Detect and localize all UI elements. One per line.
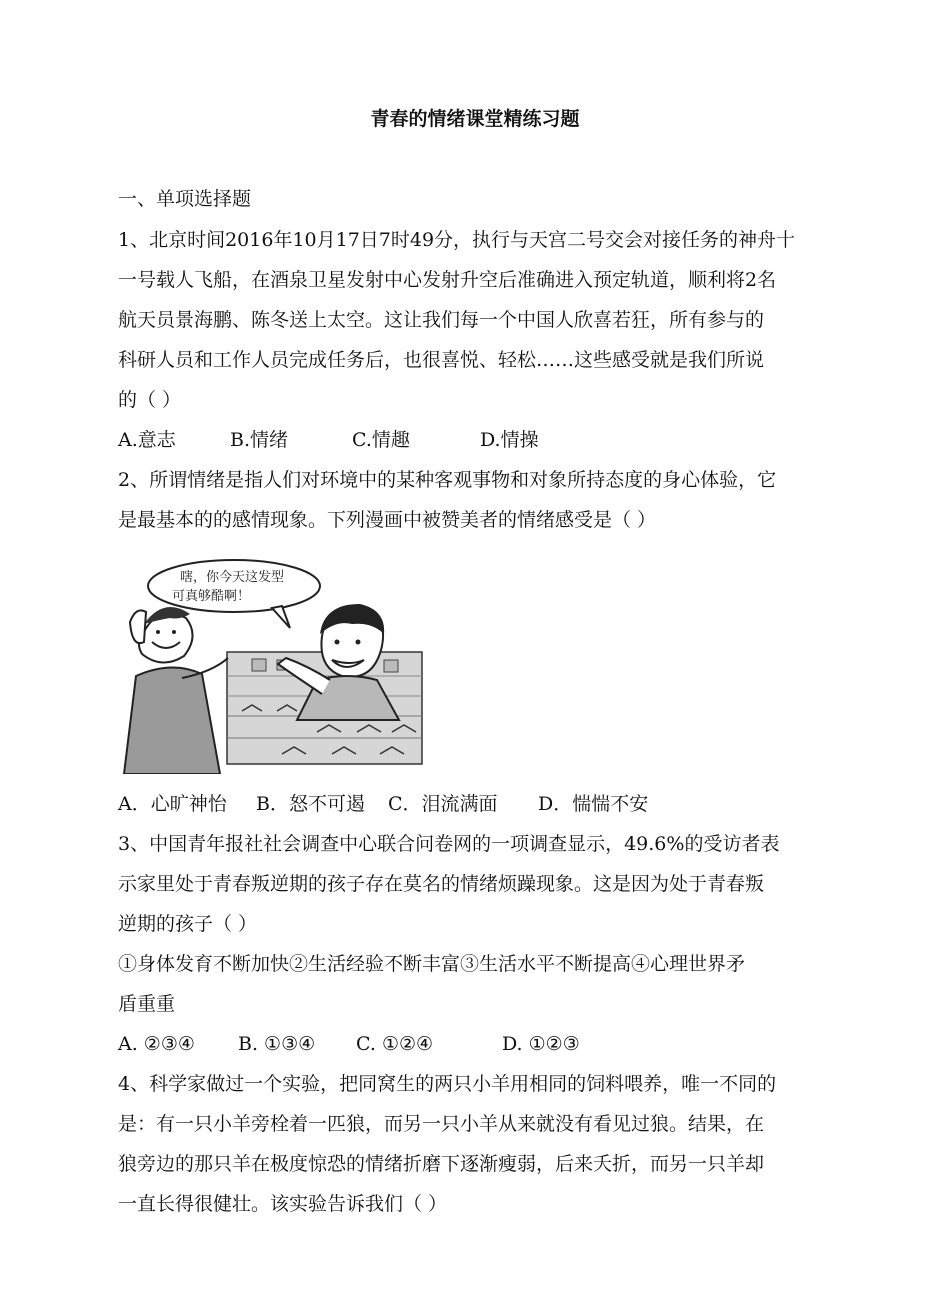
q1-option-a: A.意志: [118, 429, 176, 451]
q3-option-b: B. ①③④: [238, 1033, 316, 1055]
q1-options: [118, 426, 838, 454]
q3-options: [118, 1030, 838, 1058]
q3-option-c: C. ①②④: [356, 1033, 434, 1055]
q2-option-b: B．怒不可遏: [256, 793, 365, 815]
document-title: 青春的情绪课堂精练习题: [370, 108, 580, 130]
q3-option-a: A. ②③④: [118, 1033, 195, 1055]
q2-option-c: C．泪流满面: [388, 793, 498, 815]
q2-options: [118, 790, 838, 818]
q1-line: 科研人员和工作人员完成任务后，也很喜悦、轻松……这些感受就是我们所说: [118, 349, 765, 371]
q1-option-b: B.情绪: [230, 429, 289, 451]
q1-line: 1、北京时间2016年10月17日7时49分，执行与天宫二号交会对接任务的神舟十: [118, 229, 796, 251]
section-heading: 一、单项选择题: [118, 188, 252, 210]
q2-line: 2、所谓情绪是指人们对环境中的某种客观事物和对象所持态度的身心体验，它: [118, 469, 777, 491]
q1-line: 的（ ）: [118, 389, 182, 411]
q2-option-d: D．惴惴不安: [538, 793, 649, 815]
q3-line: 示家里处于青春叛逆期的孩子存在莫名的情绪烦躁现象。这是因为处于青春叛: [118, 873, 765, 895]
bubble-text-line: 可真够酷啊！: [172, 589, 251, 604]
q1-line: 一号载人飞船，在酒泉卫星发射中心发射升空后准确进入预定轨道，顺利将2名: [118, 269, 777, 291]
q3-option-d: D. ①②③: [502, 1033, 580, 1055]
q4-line: 4、科学家做过一个实验，把同窝生的两只小羊用相同的饲料喂养，唯一不同的: [118, 1073, 777, 1095]
q4-line: 狼旁边的那只羊在极度惊恐的情绪折磨下逐渐瘦弱，后来夭折，而另一只羊却: [118, 1153, 765, 1175]
q1-option-c: C.情趣: [352, 429, 410, 451]
q3-line: 盾重重: [118, 993, 176, 1015]
q3-line: 逆期的孩子（ ）: [118, 913, 258, 935]
bubble-text-line: 嗐，你今天这发型: [180, 570, 285, 585]
q4-line: 一直长得很健壮。该实验告诉我们（ ）: [118, 1193, 448, 1215]
q4-line: 是：有一只小羊旁栓着一匹狼，而另一只小羊从来就没有看见过狼。结果，在: [118, 1113, 765, 1135]
q1-line: 航天员景海鹏、陈冬送上太空。这让我们每一个中国人欣喜若狂，所有参与的: [118, 309, 765, 331]
q1-option-d: D.情操: [480, 429, 539, 451]
cartoon-illustration: [122, 556, 428, 774]
speech-bubble: [148, 560, 320, 612]
q3-line: 3、中国青年报社社会调查中心联合问卷网的一项调查显示，49.6%的受访者表: [118, 833, 780, 855]
q2-line: 是最基本的的感情现象。下列漫画中被赞美者的情绪感受是（ ）: [118, 509, 657, 531]
q3-line: ①身体发育不断加快②生活经验不断丰富③生活水平不断提高④心理世界矛: [118, 953, 746, 975]
q2-option-a: A．心旷神怡: [118, 793, 227, 815]
